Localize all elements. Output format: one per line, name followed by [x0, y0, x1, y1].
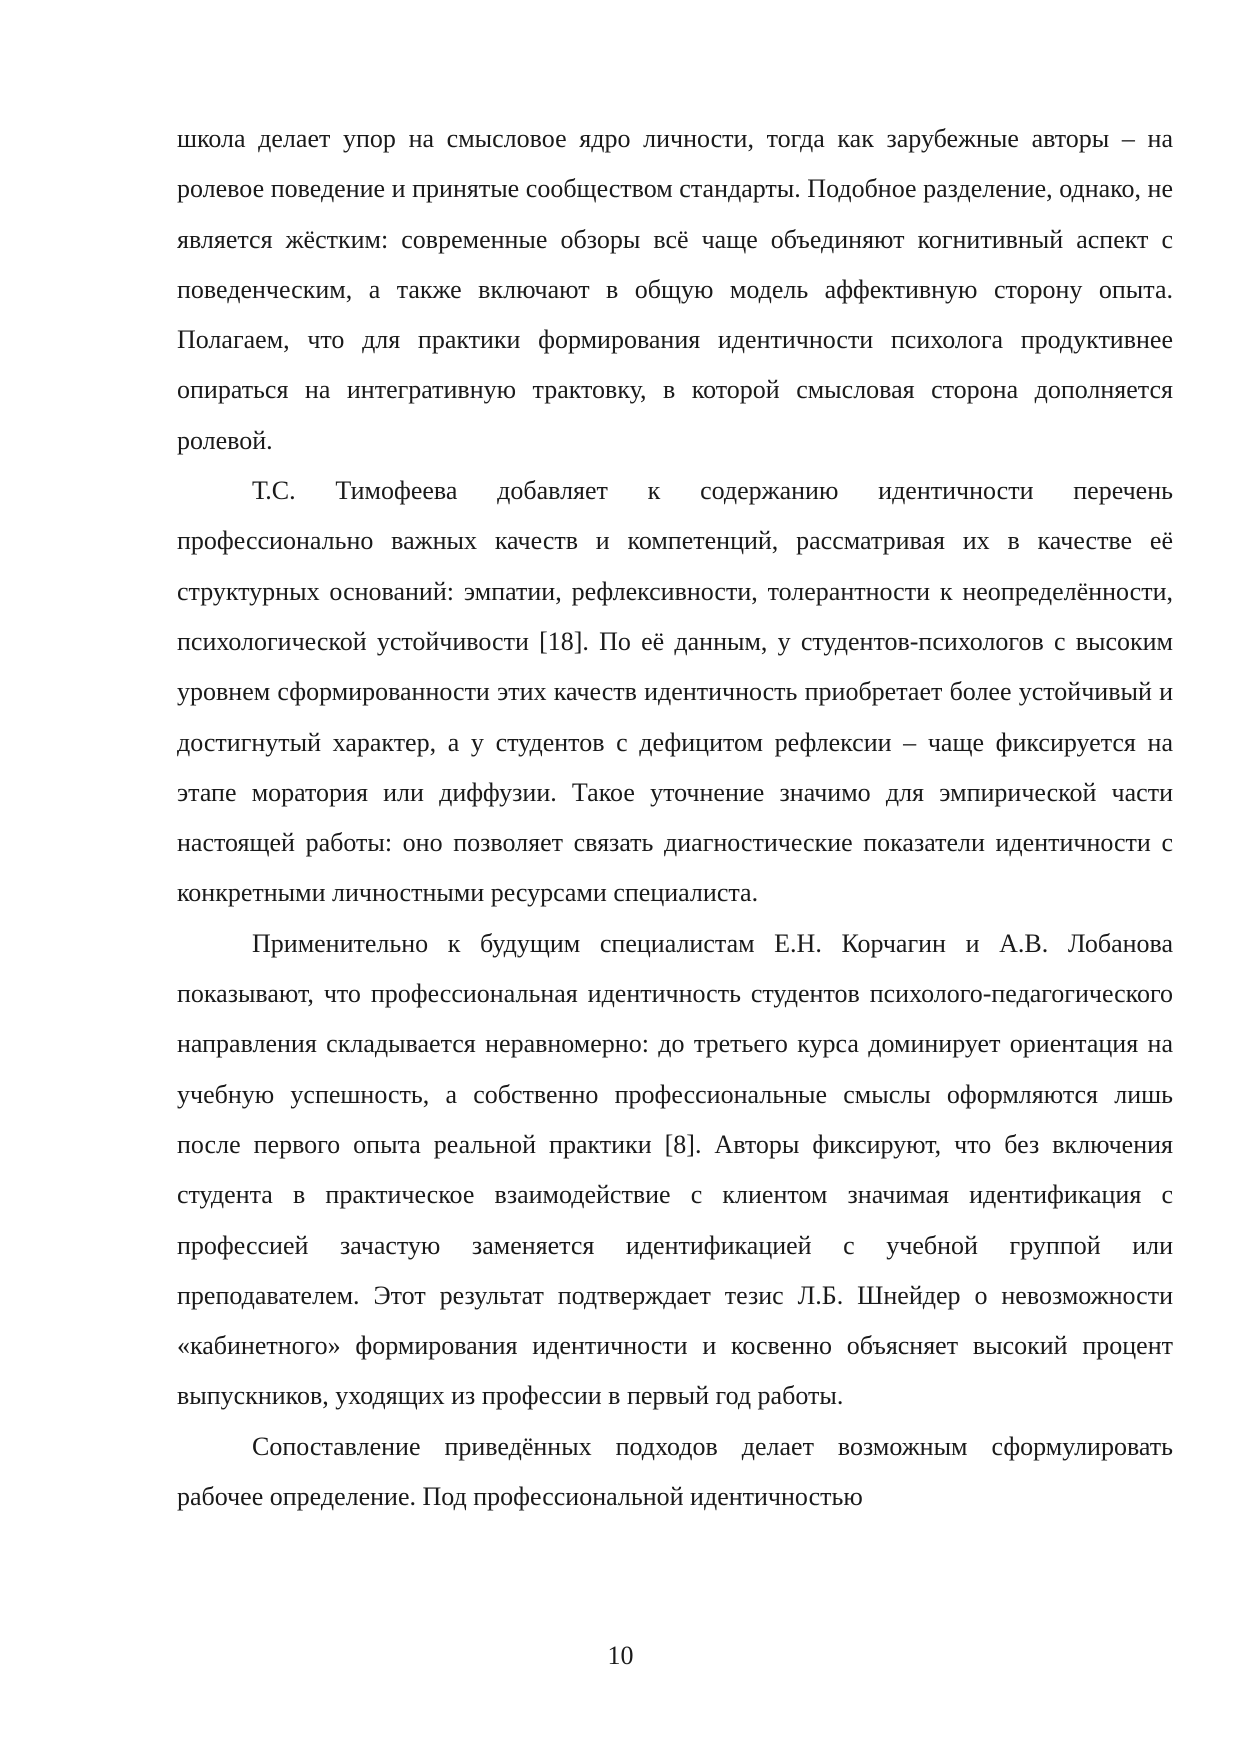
body-text [177, 114, 1173, 1522]
page-number: 10 [607, 1641, 634, 1670]
paragraph-continued: школа делает упор на смысловое ядро личности, тогда как зарубежные авторы – на ролевое поведение и принятые сообществом стандарты. Подобное разделение, однако, не является жёстким: современные обзоры всё чаще объединяют когнитивный аспект с поведенческим, а также включают в общую модель аффективную сторону опыта. Полагаем, что для практики формирования идентичности психолога продуктивнее опираться на интегративную трактовку, в которой смысловая сторона дополняется ролевой. [177, 124, 1173, 455]
paragraph-korchagin-lobanova: Применительно к будущим специалистам Е.Н. Корчагин и А.В. Лобанова показывают, что профессиональная идентичность студентов психолого-педагогического направления складывается неравномерно: до третьего курса доминирует ориентация на учебную успешность, а собственно профессиональные смыслы оформляются лишь после первого опыта реальной практики [8]. Авторы фиксируют, что без включения студента в практическое взаимодействие с клиентом значимая идентификация с профессией зачастую заменяется идентификацией с учебной группой или преподавателем. Этот результат подтверждает тезис Л.Б. Шнейдер о невозможности «кабинетного» формирования идентичности и косвенно объясняет высокий процент выпускников, уходящих из профессии в первый год работы. [177, 928, 1173, 1411]
paragraph-comparison: Сопоставление приведённых подходов делает возможным сформулировать рабочее определение. Под профессиональной идентичностью [177, 1431, 1173, 1512]
paragraph-timofeeva: Т.С. Тимофеева добавляет к содержанию идентичности перечень профессионально важных качеств и компетенций, рассматривая их в качестве её структурных оснований: эмпатии, рефлексивности, толерантности к неопределённости, психологической устойчивости [18]. По её данным, у студентов-психологов с высоким уровнем сформированности этих качеств идентичность приобретает более устойчивый и достигнутый характер, а у студентов с дефицитом рефлексии – чаще фиксируется на этапе моратория или диффузии. Такое уточнение значимо для эмпирической части настоящей работы: оно позволяет связать диагностические показатели идентичности с конкретными личностными ресурсами специалиста. [177, 476, 1173, 908]
